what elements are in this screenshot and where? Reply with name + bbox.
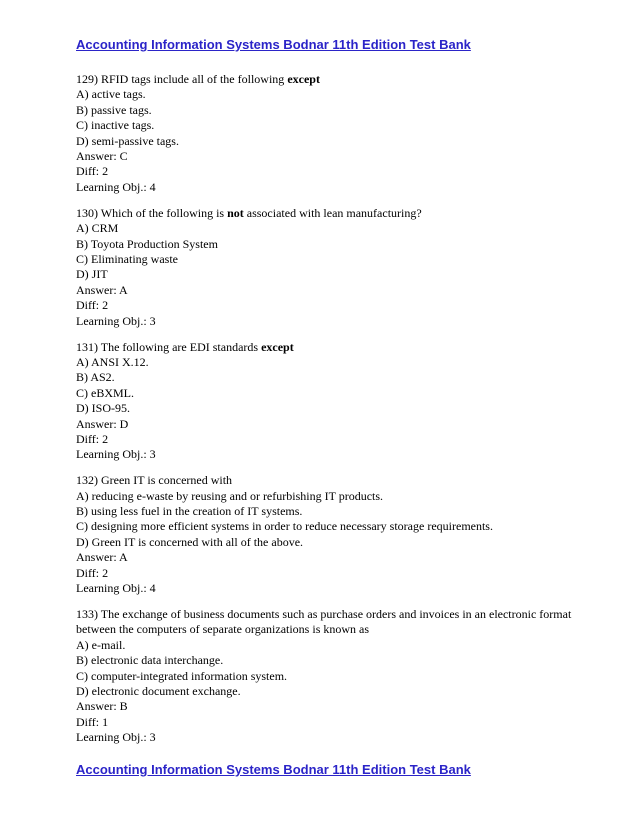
stem-emphasis: not	[227, 205, 244, 220]
option-a: A) e-mail.	[76, 637, 126, 652]
answer-line: Answer: A	[76, 550, 128, 565]
question-stem	[76, 340, 576, 355]
option-b: B) using less fuel in the creation of IT systems.	[76, 504, 303, 519]
question-stem	[76, 206, 576, 221]
stem-emphasis: except	[261, 339, 294, 354]
question-stem: 132) Green IT is concerned with	[76, 473, 233, 488]
option-c: C) computer-integrated information system.	[76, 668, 288, 683]
difficulty-line: Diff: 2	[76, 565, 109, 580]
option-b: B) electronic data interchange.	[76, 653, 224, 668]
difficulty-line: Diff: 1	[76, 714, 109, 729]
learning-objective-line: Learning Obj.: 3	[76, 313, 156, 328]
option-d: D) JIT	[76, 267, 108, 282]
learning-objective-line: Learning Obj.: 4	[76, 179, 156, 194]
question-130	[76, 206, 576, 329]
option-d: D) electronic document exchange.	[76, 684, 241, 699]
learning-objective-line: Learning Obj.: 3	[76, 730, 156, 745]
question-133	[76, 607, 576, 746]
option-c: C) eBXML.	[76, 385, 134, 400]
answer-line: Answer: D	[76, 416, 129, 431]
question-list	[76, 72, 576, 746]
difficulty-line: Diff: 2	[76, 431, 109, 446]
option-b: B) AS2.	[76, 370, 115, 385]
question-129	[76, 72, 576, 195]
stem-text-end: associated with lean manufacturing?	[243, 205, 422, 220]
answer-line: Answer: A	[76, 282, 128, 297]
page-header-title[interactable]: Accounting Information Systems Bodnar 11th Edition Test Bank	[76, 37, 471, 52]
learning-objective-line: Learning Obj.: 4	[76, 581, 156, 596]
option-d: D) Green IT is concerned with all of the above.	[76, 534, 304, 549]
question-stem: 133) The exchange of business documents such as purchase orders and invoices in an electronic format between the computers of separate organizations is known as	[76, 607, 572, 637]
option-d: D) ISO-95.	[76, 401, 130, 416]
option-a: A) active tags.	[76, 87, 146, 102]
answer-line: Answer: C	[76, 149, 128, 164]
option-d: D) semi-passive tags.	[76, 133, 179, 148]
learning-objective-line: Learning Obj.: 3	[76, 447, 156, 462]
question-stem	[76, 72, 576, 87]
option-b: B) passive tags.	[76, 102, 152, 117]
stem-emphasis: except	[287, 72, 320, 86]
answer-line: Answer: B	[76, 699, 128, 714]
option-a: A) CRM	[76, 221, 119, 236]
page-footer-title[interactable]: Accounting Information Systems Bodnar 11th Edition Test Bank	[76, 762, 471, 777]
stem-text: 131) The following are EDI standards	[76, 339, 262, 354]
question-131	[76, 340, 576, 463]
difficulty-line: Diff: 2	[76, 298, 109, 313]
question-132	[76, 473, 576, 596]
difficulty-line: Diff: 2	[76, 164, 109, 179]
option-a: A) reducing e-waste by reusing and or refurbishing IT products.	[76, 488, 384, 503]
option-c: C) inactive tags.	[76, 118, 155, 133]
stem-text: 130) Which of the following is	[76, 205, 228, 220]
option-c: C) Eliminating waste	[76, 251, 178, 266]
option-a: A) ANSI X.12.	[76, 354, 149, 369]
option-b: B) Toyota Production System	[76, 236, 218, 251]
option-c: C) designing more efficient systems in order to reduce necessary storage requirements.	[76, 519, 493, 534]
stem-text: 129) RFID tags include all of the following	[76, 72, 288, 86]
